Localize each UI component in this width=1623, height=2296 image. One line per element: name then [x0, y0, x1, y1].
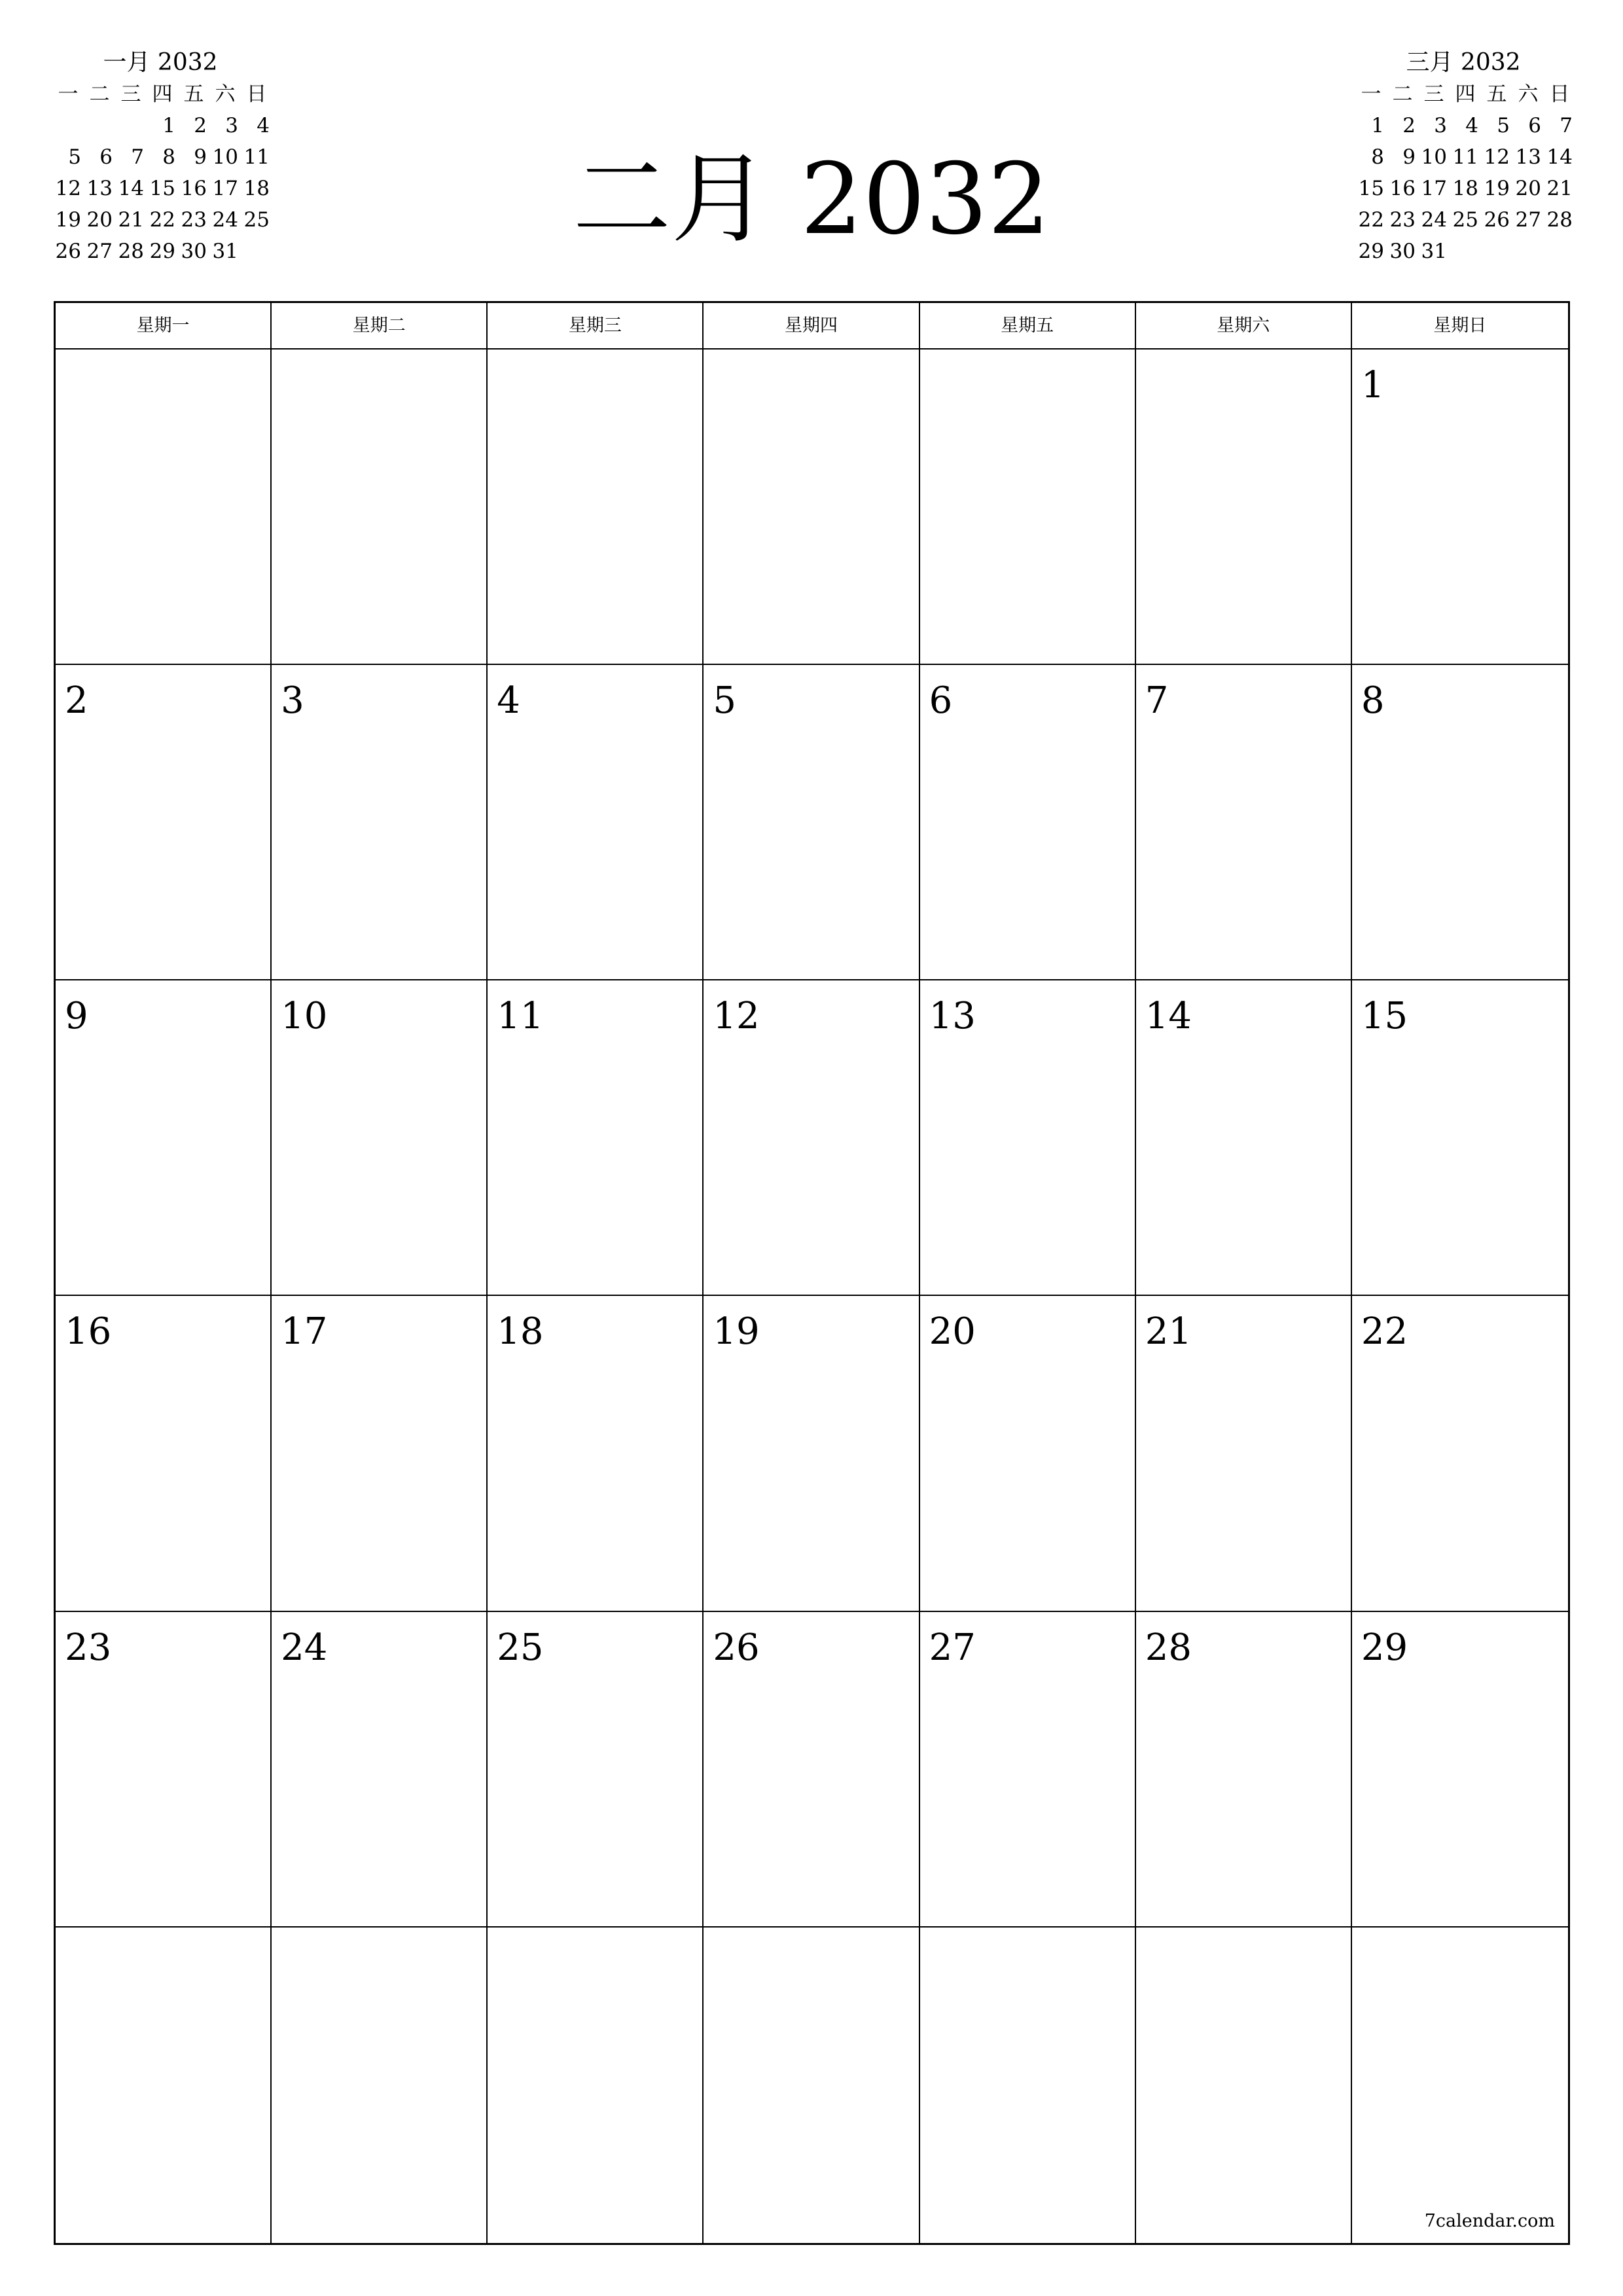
- mini-day-number: 2: [194, 114, 207, 137]
- weekday-label: 星期三: [488, 303, 704, 348]
- mini-day-number: [1450, 236, 1481, 267]
- day-cell[interactable]: [56, 980, 272, 1295]
- mini-day-number: 25: [1452, 208, 1478, 232]
- mini-day-number: 26: [55, 240, 81, 263]
- day-number: 4: [497, 679, 520, 723]
- weekday-label: 星期一: [56, 303, 272, 348]
- mini-calendar-week: [1355, 110, 1571, 141]
- day-number: 15: [1361, 995, 1408, 1038]
- weekday-label: 星期五: [920, 303, 1136, 348]
- mini-calendar-previous-month: [52, 47, 268, 267]
- day-cell[interactable]: [272, 1928, 488, 2243]
- day-cell[interactable]: [920, 1928, 1136, 2243]
- day-cell[interactable]: [920, 980, 1136, 1295]
- mini-weekday-label: 五: [1486, 82, 1507, 106]
- mini-day-number: 19: [1484, 177, 1510, 200]
- day-number: 10: [281, 995, 328, 1038]
- mini-calendar-body: [1355, 110, 1571, 267]
- mini-day-number: [115, 110, 147, 141]
- week-row: [56, 350, 1568, 665]
- mini-weekday-label: 一: [1361, 82, 1382, 106]
- day-number: 14: [1145, 995, 1192, 1038]
- day-cell[interactable]: [1352, 1296, 1568, 1610]
- day-cell[interactable]: [488, 1928, 704, 2243]
- mini-day-number: 7: [131, 145, 144, 169]
- mini-weekday-label: 日: [1549, 82, 1570, 106]
- mini-calendar-week: [52, 173, 268, 204]
- mini-day-number: 10: [1421, 145, 1447, 169]
- day-cell[interactable]: [1352, 1612, 1568, 1926]
- day-number: 8: [1361, 679, 1385, 723]
- day-cell[interactable]: [920, 1296, 1136, 1610]
- mini-day-number: 1: [162, 114, 175, 137]
- day-number: 9: [65, 995, 88, 1038]
- day-number: 3: [281, 679, 304, 723]
- day-cell[interactable]: [272, 980, 488, 1295]
- mini-calendar-weekday-header: [1355, 79, 1571, 110]
- mini-calendar-body: [52, 110, 268, 267]
- mini-calendar-week: [1355, 204, 1571, 236]
- mini-weekday-label: 五: [183, 82, 204, 106]
- weekday-label: 星期日: [1433, 315, 1487, 336]
- mini-day-number: 17: [1421, 177, 1447, 200]
- day-cell[interactable]: [704, 350, 919, 664]
- mini-day-number: 6: [99, 145, 113, 169]
- day-cell[interactable]: [1136, 350, 1352, 664]
- day-cell[interactable]: [272, 1612, 488, 1926]
- mini-day-number: [1481, 236, 1512, 267]
- mini-calendar-weekday-header: [52, 79, 268, 110]
- weekday-label: 星期六: [1136, 303, 1352, 348]
- mini-calendar-week: [52, 204, 268, 236]
- week-row: [56, 665, 1568, 980]
- day-cell[interactable]: [56, 1612, 272, 1926]
- day-cell[interactable]: [1352, 1928, 1568, 2243]
- mini-day-number: [1544, 236, 1575, 267]
- week-row: [56, 1296, 1568, 1611]
- mini-day-number: 18: [1452, 177, 1478, 200]
- week-row: [56, 980, 1568, 1296]
- day-number: 7: [1145, 679, 1169, 723]
- day-cell[interactable]: [1136, 1928, 1352, 2243]
- mini-day-number: [52, 110, 84, 141]
- day-number: 27: [929, 1626, 976, 1669]
- mini-day-number: 17: [212, 177, 238, 200]
- weekday-header-row: [56, 303, 1568, 350]
- mini-day-number: 8: [162, 145, 175, 169]
- mini-calendar-title: 三月 2032: [1406, 49, 1521, 76]
- mini-calendar-title: 一月 2032: [103, 49, 218, 76]
- month-grid: [54, 301, 1570, 2245]
- day-cell[interactable]: [920, 1612, 1136, 1926]
- day-cell[interactable]: [920, 350, 1136, 664]
- mini-day-number: 26: [1484, 208, 1510, 232]
- page-title: 二月 2032: [573, 143, 1050, 257]
- mini-day-number: 30: [1389, 240, 1416, 263]
- day-number: 19: [713, 1310, 760, 1354]
- mini-day-number: 6: [1528, 114, 1541, 137]
- mini-weekday-label: 二: [89, 82, 110, 106]
- day-cell[interactable]: [704, 1612, 919, 1926]
- mini-day-number: 27: [86, 240, 113, 263]
- mini-day-number: 15: [149, 177, 175, 200]
- site-credit: 7calendar.com: [1424, 2211, 1555, 2231]
- mini-calendar-week: [1355, 236, 1571, 267]
- mini-weekday-label: 四: [1455, 82, 1476, 106]
- mini-day-number: 28: [1546, 208, 1573, 232]
- week-row: [56, 1928, 1568, 2243]
- mini-day-number: 31: [212, 240, 238, 263]
- day-cell[interactable]: [704, 1296, 919, 1610]
- mini-day-number: 14: [118, 177, 144, 200]
- day-cell[interactable]: [56, 1928, 272, 2243]
- day-cell[interactable]: [272, 665, 488, 979]
- day-number: 5: [713, 679, 737, 723]
- mini-day-number: 20: [86, 208, 113, 232]
- day-cell[interactable]: [488, 665, 704, 979]
- mini-day-number: 11: [243, 145, 270, 169]
- mini-day-number: 27: [1515, 208, 1541, 232]
- mini-weekday-label: 三: [120, 82, 141, 106]
- mini-weekday-label: 二: [1392, 82, 1413, 106]
- day-cell[interactable]: [56, 350, 272, 664]
- mini-day-number: 21: [1546, 177, 1573, 200]
- day-cell[interactable]: [488, 350, 704, 664]
- day-cell[interactable]: [272, 1296, 488, 1610]
- mini-day-number: 3: [225, 114, 238, 137]
- weekday-label: 星期四: [704, 303, 919, 348]
- day-number: 26: [713, 1626, 760, 1669]
- mini-day-number: 21: [118, 208, 144, 232]
- mini-calendar-week: [1355, 141, 1571, 173]
- mini-weekday-label: 六: [1518, 82, 1539, 106]
- mini-day-number: 28: [118, 240, 144, 263]
- mini-day-number: 3: [1434, 114, 1447, 137]
- day-cell[interactable]: [272, 350, 488, 664]
- week-row: [56, 1612, 1568, 1928]
- mini-calendar-week: [1355, 173, 1571, 204]
- mini-day-number: 8: [1371, 145, 1384, 169]
- mini-day-number: 4: [1465, 114, 1478, 137]
- day-number: 13: [929, 995, 976, 1038]
- mini-weekday-label: 日: [246, 82, 267, 106]
- day-number: 24: [281, 1626, 328, 1669]
- mini-day-number: 31: [1421, 240, 1447, 263]
- mini-calendar-week: [52, 236, 268, 267]
- mini-day-number: 12: [1484, 145, 1510, 169]
- mini-day-number: 13: [1515, 145, 1541, 169]
- mini-weekday-label: 三: [1423, 82, 1444, 106]
- day-cell[interactable]: [1136, 1296, 1352, 1610]
- mini-day-number: 5: [1497, 114, 1510, 137]
- mini-day-number: 2: [1402, 114, 1416, 137]
- mini-day-number: 13: [86, 177, 113, 200]
- day-cell[interactable]: [488, 1296, 704, 1610]
- day-cell[interactable]: [920, 665, 1136, 979]
- day-cell[interactable]: [1352, 350, 1568, 664]
- day-number: 1: [1361, 364, 1385, 406]
- day-number: 2: [65, 679, 88, 723]
- mini-day-number: 16: [1389, 177, 1416, 200]
- day-number: 28: [1145, 1626, 1192, 1669]
- mini-day-number: 10: [212, 145, 238, 169]
- day-cell[interactable]: [704, 1928, 919, 2243]
- mini-day-number: 15: [1358, 177, 1384, 200]
- mini-day-number: [84, 110, 115, 141]
- day-number: 21: [1145, 1310, 1192, 1354]
- mini-day-number: 14: [1546, 145, 1573, 169]
- day-number: 29: [1361, 1626, 1408, 1669]
- day-cell[interactable]: [1136, 665, 1352, 979]
- day-cell[interactable]: [1136, 980, 1352, 1295]
- mini-day-number: 4: [257, 114, 270, 137]
- mini-day-number: 11: [1452, 145, 1478, 169]
- mini-day-number: 20: [1515, 177, 1541, 200]
- mini-day-number: 23: [1389, 208, 1416, 232]
- mini-day-number: 22: [149, 208, 175, 232]
- day-cell[interactable]: [1352, 665, 1568, 979]
- mini-day-number: 18: [243, 177, 270, 200]
- mini-weekday-label: 四: [152, 82, 173, 106]
- day-number: 17: [281, 1310, 328, 1354]
- day-number: 23: [65, 1626, 112, 1669]
- mini-day-number: 24: [1421, 208, 1447, 232]
- day-cell[interactable]: [704, 980, 919, 1295]
- mini-day-number: 22: [1358, 208, 1384, 232]
- day-number: 11: [497, 995, 544, 1038]
- mini-day-number: 29: [149, 240, 175, 263]
- mini-weekday-label: 一: [58, 82, 79, 106]
- mini-day-number: [241, 236, 272, 267]
- day-cell[interactable]: [1136, 1612, 1352, 1926]
- mini-calendar-week: [52, 141, 268, 173]
- mini-day-number: 23: [181, 208, 207, 232]
- mini-day-number: 30: [181, 240, 207, 263]
- day-cell[interactable]: [1352, 980, 1568, 1295]
- day-number: 12: [713, 995, 760, 1038]
- mini-day-number: 29: [1358, 240, 1384, 263]
- day-number: 6: [929, 679, 953, 723]
- mini-day-number: 25: [243, 208, 270, 232]
- mini-day-number: 16: [181, 177, 207, 200]
- mini-day-number: 9: [194, 145, 207, 169]
- mini-day-number: [1512, 236, 1544, 267]
- mini-day-number: 1: [1371, 114, 1384, 137]
- mini-day-number: 12: [55, 177, 81, 200]
- day-number: 20: [929, 1310, 976, 1354]
- mini-calendar-week: [52, 110, 268, 141]
- mini-day-number: 5: [68, 145, 81, 169]
- day-number: 16: [65, 1310, 112, 1354]
- day-cell[interactable]: [488, 980, 704, 1295]
- day-cell[interactable]: [488, 1612, 704, 1926]
- day-number: 22: [1361, 1310, 1408, 1354]
- day-cell[interactable]: [56, 665, 272, 979]
- weeks-container: [56, 350, 1568, 2243]
- mini-day-number: 19: [55, 208, 81, 232]
- day-number: 25: [497, 1626, 544, 1669]
- day-number: 18: [497, 1310, 544, 1354]
- mini-day-number: 9: [1402, 145, 1416, 169]
- mini-day-number: 7: [1560, 114, 1573, 137]
- weekday-label: 星期二: [272, 303, 488, 348]
- day-cell[interactable]: [56, 1296, 272, 1610]
- mini-day-number: 24: [212, 208, 238, 232]
- day-cell[interactable]: [704, 665, 919, 979]
- mini-calendar-next-month: [1355, 47, 1571, 267]
- mini-weekday-label: 六: [215, 82, 236, 106]
